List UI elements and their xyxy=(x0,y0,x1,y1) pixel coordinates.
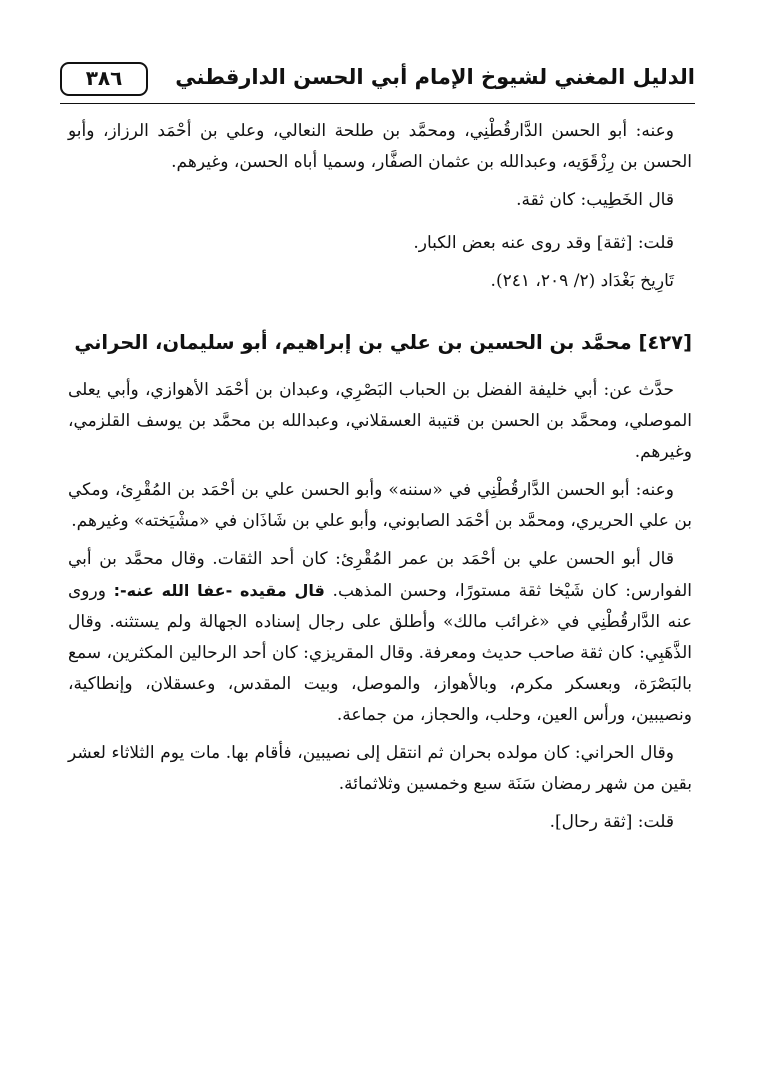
running-title: الدليل المغني لشيوخ الإمام أبي الحسن الدارقطني xyxy=(175,65,695,89)
prev-entry-verdict: قلت: [ثقة] وقد روى عنه بعض الكبار. xyxy=(413,233,674,253)
entry-students: وعنه: أبو الحسن الدَّارقُطْنِي في «سننه» وأبو الحسن علي بن أحْمَد بن المُقْرِئ، ومكي بن علي الحريري، ومحمَّد بن أحْمَد الصابوني، وأبو علي بن شَاذَان في «مشْيَخته» وغيرهم. xyxy=(68,480,692,531)
prev-entry-source: تَارِيخ بَغْدَاد (٢/ ٢٠٩، ٢٤١). xyxy=(490,271,674,291)
entry-harrani: وقال الحراني: كان مولده بحران ثم انتقل إلى نصيبين، فأقام بها. مات يوم الثلاثاء لعشر بقين من شهر رمضان سَنَة سبع وخمسين وثلاثمائة. xyxy=(68,743,692,794)
muqayyid-label: قال مقيده -عفا الله عنه-: xyxy=(113,581,325,600)
entry-sayings-1: قال أبو الحسن علي بن أحْمَد بن عمر المُقْرِئ: كان أحد الثقات. وقال محمَّد بن أبي الفوارس: كان شَيْخا ثقة مستورًا، وحسن المذهب. xyxy=(68,549,693,601)
page-number: ٣٨٦ xyxy=(60,62,148,96)
prev-entry-khatib: قال الخَطِيب: كان ثقة. xyxy=(516,190,674,210)
page-body xyxy=(68,116,692,845)
header-rule xyxy=(60,103,695,104)
prev-entry-students: وعنه: أبو الحسن الدَّارقُطْنِي، ومحمَّد بن طلحة النعالي، وعلي بن أحْمَد الرزاز، وأبو الحسن بن رِزْقَوَيه، وعبدالله بن عثمان الصفَّار، وسميا أباه الحسن، وغيرهم. xyxy=(68,121,692,172)
entry-verdict: قلت: [ثقة رحال]. xyxy=(549,812,674,832)
entry-name: محمَّد بن الحسين بن علي بن إبراهيم، أبو سليمان، الحراني xyxy=(74,331,632,354)
entry-sayings xyxy=(68,544,692,731)
running-header xyxy=(60,60,695,100)
entry-teachers: حدَّث عن: أبي خليفة الفضل بن الحباب البَصْرِي، وعبدان بن أحْمَد الأهوازي، وأبي يعلى الموصلي، ومحمَّد بن الحسن بن قتيبة العسقلاني، وعبدالله بن محمَّد بن يوسف القلزمي، وغيرهم. xyxy=(68,380,692,462)
entry-heading xyxy=(68,327,692,359)
entry-sayings-2: وروى عنه الدَّارقُطْنِي في «غرائب مالك» وأطلق على رجال إسناده الجهالة ولم يستثنه. وقال الذَّهَبِي: كان ثقة صاحب حديث ومعرفة. وقال المقريزي: كان أحد الرحالين المكثرين، سمع بالبَصْرَة، وبعسكر مكرم، وبالأهواز، والموصل، وبيت المقدس، وعسقلان، وإنطاكية، ونصيبين، ورأس العين، وحلب، والحجاز، من جماعة. xyxy=(68,581,692,725)
entry-number: [٤٢٧] xyxy=(638,331,692,354)
